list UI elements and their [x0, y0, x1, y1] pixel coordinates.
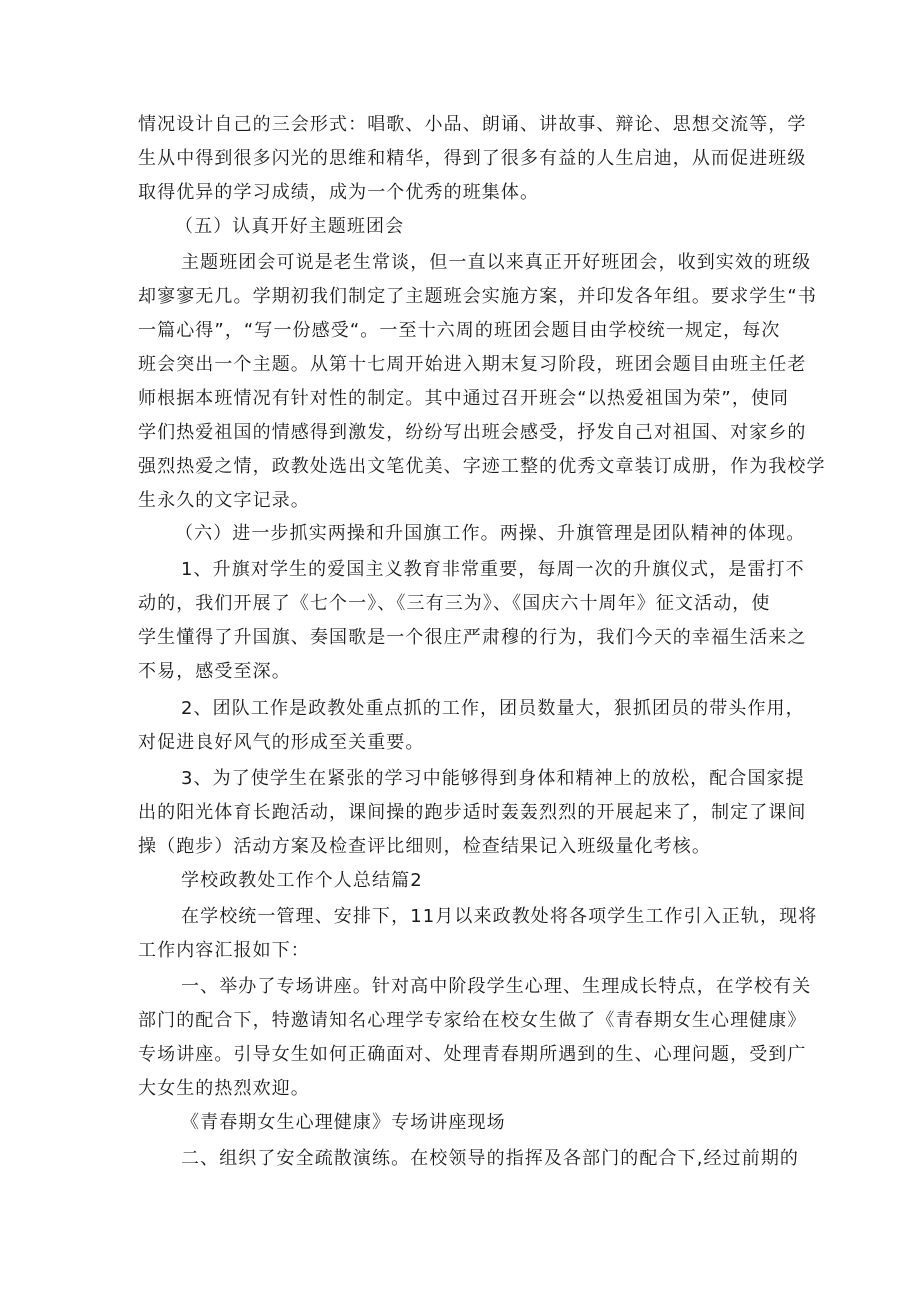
text-line: 大女生的热烈欢迎。: [138, 1078, 310, 1099]
section-heading: （六）进一步抓实两操和升国旗工作。两操、升旗管理是团队精神的体现。: [175, 523, 806, 544]
text-line: 二、组织了安全疏散演练。在校领导的指挥及各部门的配合下,经过前期的: [181, 1148, 800, 1169]
text-line: 班会突出一个主题。从第十七周开始进入期末复习阶段，班团会题目由班主任老: [138, 354, 807, 375]
text-line: 取得优异的学习成绩，成为一个优秀的班集体。: [138, 182, 540, 203]
text-line: 强烈热爱之情，政教处选出文笔优美、字迹工整的优秀文章装订成册，作为我校学: [138, 456, 826, 477]
text-line: 却寥寥无几。学期初我们制定了主题班会实施方案，并印发各年组。要求学生“书: [138, 286, 817, 307]
text-line: 工作内容汇报如下：: [138, 940, 310, 961]
text-line: 部门的配合下，特邀请知名心理学专家给在校女生做了《青春期女生心理健康》: [138, 1010, 807, 1031]
text-line: 师根据本班情况有针对性的制定。其中通过召开班会“以热爱祖国为荣”，使同: [138, 388, 790, 409]
article-title: 学校政教处工作个人总结篇2: [181, 870, 423, 891]
image-caption: 《青春期女生心理健康》专场讲座现场: [181, 1112, 506, 1133]
text-line: 学生懂得了升国旗、奏国歌是一个很庄严肃穆的行为，我们今天的幸福生活来之: [138, 627, 807, 648]
text-line: 3、为了使学生在紧张的学习中能够得到身体和精神上的放松，配合国家提: [181, 768, 805, 789]
text-line: 操（跑步）活动方案及检查评比细则，检查结果记入班级量化考核。: [138, 836, 711, 857]
text-line: 生永久的文字记录。: [138, 490, 310, 511]
text-line: 不易，感受至深。: [138, 661, 291, 682]
text-line: 在学校统一管理、安排下，11月以来政教处将各项学生工作引入正轨，现将: [181, 906, 818, 927]
text-line: 学们热爱祖国的情感得到激发，纷纷写出班会感受，抒发自己对祖国、对家乡的: [138, 422, 807, 443]
text-line: 出的阳光体育长跑活动，课间操的跑步适时轰轰烈烈的开展起来了，制定了课间: [138, 802, 807, 823]
section-heading: （五）认真开好主题班团会: [175, 216, 405, 237]
text-line: 1、升旗对学生的爱国主义教育非常重要，每周一次的升旗仪式，是雷打不: [181, 559, 805, 580]
text-line: 动的，我们开展了《七个一》、《三有三为》、《国庆六十周年》征文活动，使: [138, 593, 771, 614]
text-line: 一、举办了专场讲座。针对高中阶段学生心理、生理成长特点，在学校有关: [181, 976, 812, 997]
text-line: 情况设计自己的三会形式：唱歌、小品、朗诵、讲故事、辩论、思想交流等，学: [138, 114, 807, 135]
text-line: 专场讲座。引导女生如何正确面对、处理青春期所遇到的生、心理问题，受到广: [138, 1044, 807, 1065]
text-line: 主题班团会可说是老生常谈，但一直以来真正开好班团会，收到实效的班级: [181, 252, 812, 273]
text-line: 生从中得到很多闪光的思维和精华，得到了很多有益的人生启迪，从而促进班级: [138, 148, 807, 169]
text-line: 一篇心得”，“写一份感受“。一至十六周的班团会题目由学校统一规定，每次: [138, 320, 781, 341]
text-line: 对促进良好风气的形成至关重要。: [138, 732, 425, 753]
text-line: 2、团队工作是政教处重点抓的工作，团员数量大，狠抓团员的带头作用，: [181, 698, 805, 719]
